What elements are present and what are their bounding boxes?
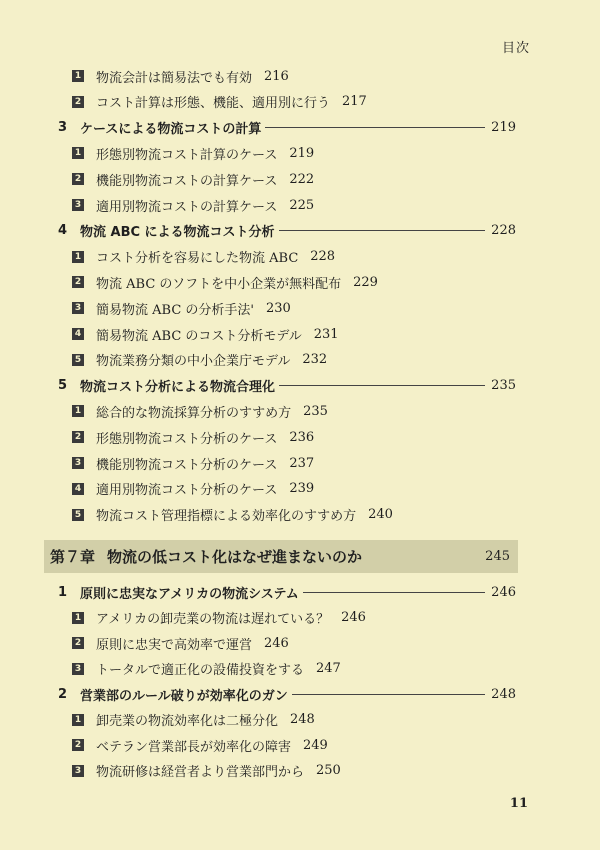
entry-number-badge: 3 [72, 302, 84, 314]
entry-page: 246 [264, 635, 289, 651]
entry-title: 簡易物流 ABC のコスト分析モデル [96, 328, 302, 344]
toc-entry [72, 761, 341, 781]
entry-title: アメリカの卸売業の物流は遅れている？ [96, 612, 330, 627]
entry-page: 219 [289, 145, 315, 161]
entry-number-badge: 2 [72, 173, 84, 185]
leader-rule [265, 127, 485, 128]
section-page: 246 [491, 584, 516, 600]
entry-title: 適用別物流コスト分析のケース [96, 483, 278, 499]
entry-title: 物流コスト管理指標による効率化のすすめ方 [96, 509, 357, 525]
toc-entry [72, 143, 314, 163]
toc-entry [72, 66, 289, 86]
section-page: 235 [491, 378, 516, 394]
entry-page: 247 [316, 661, 341, 676]
toc-entry [72, 169, 314, 189]
toc-section-heading [58, 376, 516, 396]
leader-rule [279, 230, 486, 231]
entry-page: 216 [264, 68, 289, 84]
entry-title: 物流業務分類の中小企業庁モデル [96, 354, 291, 370]
toc-entry [72, 272, 378, 292]
section-number: 2 [58, 686, 68, 702]
section-number: 1 [58, 584, 68, 600]
entry-number-badge: 1 [72, 147, 84, 159]
entry-title: 総合的な物流採算分析のすすめ方 [96, 405, 292, 421]
entry-number-badge: 3 [72, 765, 84, 777]
toc-entry [72, 608, 366, 628]
entry-page: 240 [368, 507, 393, 523]
entry-page: 237 [289, 455, 315, 471]
entry-page: 250 [316, 763, 341, 778]
entry-page: 228 [310, 249, 336, 265]
section-page: 219 [491, 120, 516, 136]
entry-number-badge: 3 [72, 199, 84, 211]
chapter-title: 物流の低コスト化はなぜ進まないのか [107, 548, 363, 566]
entry-number-badge: 4 [72, 328, 84, 340]
entry-number-badge: 1 [72, 70, 84, 82]
toc-entry [72, 710, 315, 730]
entry-number-badge: 1 [72, 612, 84, 624]
section-title: 営業部のルール破りが効率化のガン [80, 688, 288, 704]
section-number: 3 [58, 120, 68, 136]
toc-entry [72, 735, 328, 755]
chapter-heading [44, 540, 518, 573]
toc-entry [72, 324, 339, 344]
entry-title: 機能別物流コスト分析のケース [96, 457, 278, 473]
toc-entry [72, 195, 314, 215]
entry-page: 230 [265, 300, 291, 316]
toc-entry [72, 633, 289, 653]
page-number: 11 [509, 796, 528, 811]
entry-title: コスト分析を容易にした物流 ABC [96, 251, 299, 267]
entry-page: 248 [290, 712, 315, 727]
entry-number-badge: 1 [72, 405, 84, 417]
section-title: 物流 ABC による物流コスト分析 [80, 225, 275, 241]
toc-entry [72, 505, 393, 525]
leader-rule [279, 385, 485, 386]
entry-number-badge: 3 [72, 663, 84, 675]
entry-number-badge: 2 [72, 96, 84, 108]
entry-title: ベテラン営業部長が効率化の障害 [96, 739, 292, 755]
entry-title: 形態別物流コスト分析のケース [96, 431, 278, 447]
toc-entry [72, 453, 314, 473]
entry-page: 232 [302, 352, 328, 368]
entry-page: 231 [313, 326, 339, 342]
toc-entry [72, 479, 314, 499]
entry-title: 物流研修は経営者より営業部門から [96, 765, 305, 780]
section-page: 228 [491, 223, 516, 239]
entry-number-badge: 2 [72, 431, 84, 443]
section-title: 原則に忠実なアメリカの物流システム [80, 586, 299, 602]
section-number: 4 [58, 223, 68, 239]
chapter-page: 245 [485, 549, 510, 564]
toc-section-heading [58, 221, 516, 241]
entry-number-badge: 3 [72, 457, 84, 469]
entry-title: トータルで適正化の設備投資をする [96, 663, 305, 678]
entry-number-badge: 1 [72, 251, 84, 263]
entry-title: 原則に忠実で高効率で運営 [96, 637, 253, 653]
entry-title: 機能別物流コストの計算ケース [96, 173, 278, 189]
leader-rule [303, 592, 485, 593]
toc-entry [72, 350, 327, 370]
entry-title: 簡易物流 ABC の分析手法' [96, 302, 254, 318]
toc-entry [72, 92, 367, 112]
toc-section-heading [58, 118, 516, 138]
entry-page: 229 [353, 274, 378, 290]
entry-title: 適用別物流コストの計算ケース [96, 199, 278, 215]
leader-rule [292, 694, 485, 695]
entry-number-badge: 2 [72, 637, 84, 649]
entry-number-badge: 2 [72, 739, 84, 751]
section-title: 物流コスト分析による物流合理化 [80, 380, 276, 396]
entry-title: 物流 ABC のソフトを中小企業が無料配布 [96, 276, 342, 292]
section-page: 248 [491, 686, 516, 702]
entry-number-badge: 1 [72, 714, 84, 726]
entry-page: 236 [289, 429, 315, 445]
section-number: 5 [58, 378, 68, 394]
entry-number-badge: 4 [72, 483, 84, 495]
toc-entry [72, 659, 341, 679]
entry-page: 249 [303, 737, 328, 753]
running-head: 目次 [501, 41, 530, 56]
toc-entry [72, 247, 335, 267]
chapter-number: 第７章 [50, 548, 96, 566]
toc-entry [72, 298, 291, 318]
entry-page: 225 [289, 197, 315, 213]
entry-title: 卸売業の物流効率化は二極分化 [96, 714, 279, 729]
entry-number-badge: 2 [72, 276, 84, 288]
toc-section-heading [58, 582, 516, 602]
entry-page: 239 [289, 481, 315, 497]
entry-title: コスト計算は形態、機能、適用別に行う [96, 96, 331, 112]
entry-number-badge: 5 [72, 354, 84, 366]
entry-page: 235 [303, 403, 328, 419]
entry-title: 物流会計は簡易法でも有効 [96, 70, 253, 86]
entry-page: 222 [289, 171, 315, 187]
entry-title: 形態別物流コスト計算のケース [96, 147, 278, 163]
section-title: ケースによる物流コストの計算 [80, 122, 262, 138]
entry-page: 246 [341, 610, 366, 625]
toc-section-heading [58, 684, 516, 704]
toc-entry [72, 427, 314, 447]
toc-entry [72, 401, 328, 421]
entry-number-badge: 5 [72, 509, 84, 521]
entry-page: 217 [342, 94, 367, 110]
